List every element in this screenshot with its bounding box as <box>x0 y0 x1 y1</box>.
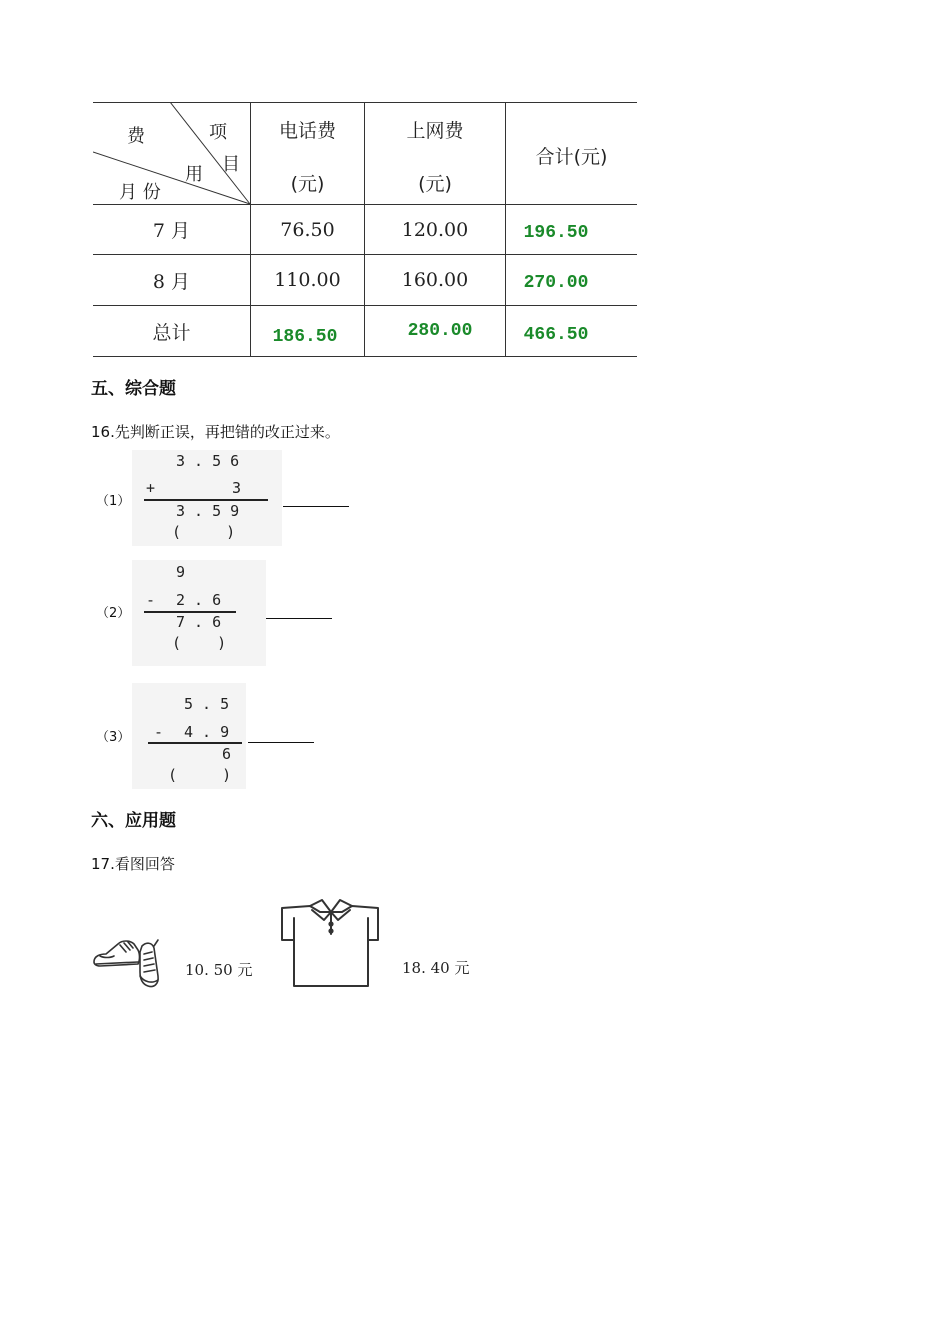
calc2-operator: - <box>146 591 156 609</box>
sneakers-icon <box>92 932 162 992</box>
calc3-second: 4 . 9 <box>184 723 230 741</box>
corner-label-item-2: 目 <box>222 154 240 175</box>
answer-blank-1[interactable] <box>283 506 349 507</box>
calc2-paren: ( ) <box>172 634 227 652</box>
calc1-second: 3 <box>232 479 242 497</box>
question-16-text: 16.先判断正误，再把错的改正过来。 <box>91 423 340 441</box>
row-label-sum: 总计 <box>152 321 191 344</box>
question-17-text: 17.看图回答 <box>91 855 175 873</box>
calc3-operator: - <box>154 723 164 741</box>
corner-label-month: 月 份 <box>119 182 161 203</box>
calc1-top: 3 . 5 6 <box>176 452 240 470</box>
row-label-august: 8 月 <box>152 270 191 293</box>
cell-august-total: 270.00 <box>523 273 589 293</box>
cell-sum-internet: 280.00 <box>407 321 473 341</box>
calc3-result: 6 <box>222 745 232 763</box>
expense-table <box>93 102 637 357</box>
cell-august-internet: 160.00 <box>401 269 469 291</box>
polo-shirt-icon <box>278 898 384 992</box>
corner-label-fee: 费 <box>127 126 145 147</box>
shirt-price: 18. 40 元 <box>402 959 470 977</box>
subquestion-label-2: （2） <box>96 606 131 621</box>
section-title-application: 六、应用题 <box>91 811 176 831</box>
calc1-paren: ( ) <box>172 523 236 541</box>
answer-blank-2[interactable] <box>266 618 332 619</box>
calc1-result: 3 . 5 9 <box>176 502 240 520</box>
calc3-rule <box>148 742 242 744</box>
section-title-comprehensive: 五、综合题 <box>91 379 176 399</box>
subquestion-label-1: （1） <box>96 494 131 509</box>
row-label-july: 7 月 <box>152 220 191 242</box>
calc1-operator: + <box>146 479 156 497</box>
corner-label-use: 用 <box>185 164 203 185</box>
vertical-calc-2 <box>132 560 266 666</box>
calc2-top: 9 <box>176 563 186 581</box>
subquestion-label-3: （3） <box>96 730 131 745</box>
shoes-price: 10. 50 元 <box>185 961 253 979</box>
calc1-rule <box>144 499 268 501</box>
cell-august-phone: 110.00 <box>274 269 341 291</box>
calc3-paren: ( ) <box>168 766 232 784</box>
header-total: 合计(元) <box>535 146 608 168</box>
cell-july-phone: 76.50 <box>280 218 335 241</box>
calc3-top: 5 . 5 <box>184 695 230 713</box>
cell-sum-total: 466.50 <box>523 325 589 345</box>
answer-blank-3[interactable] <box>248 742 314 743</box>
header-internet: 上网费 (元) <box>406 120 464 195</box>
cell-sum-phone: 186.50 <box>272 327 338 347</box>
calc2-second: 2 . 6 <box>176 591 222 609</box>
vertical-calc-1 <box>132 450 282 546</box>
cell-july-total: 196.50 <box>523 222 589 243</box>
calc2-result: 7 . 6 <box>176 613 222 631</box>
header-phone: 电话费 (元) <box>278 120 336 195</box>
corner-label-item: 项 <box>209 122 227 143</box>
cell-july-internet: 120.00 <box>401 218 469 241</box>
vertical-calc-3 <box>132 683 246 789</box>
